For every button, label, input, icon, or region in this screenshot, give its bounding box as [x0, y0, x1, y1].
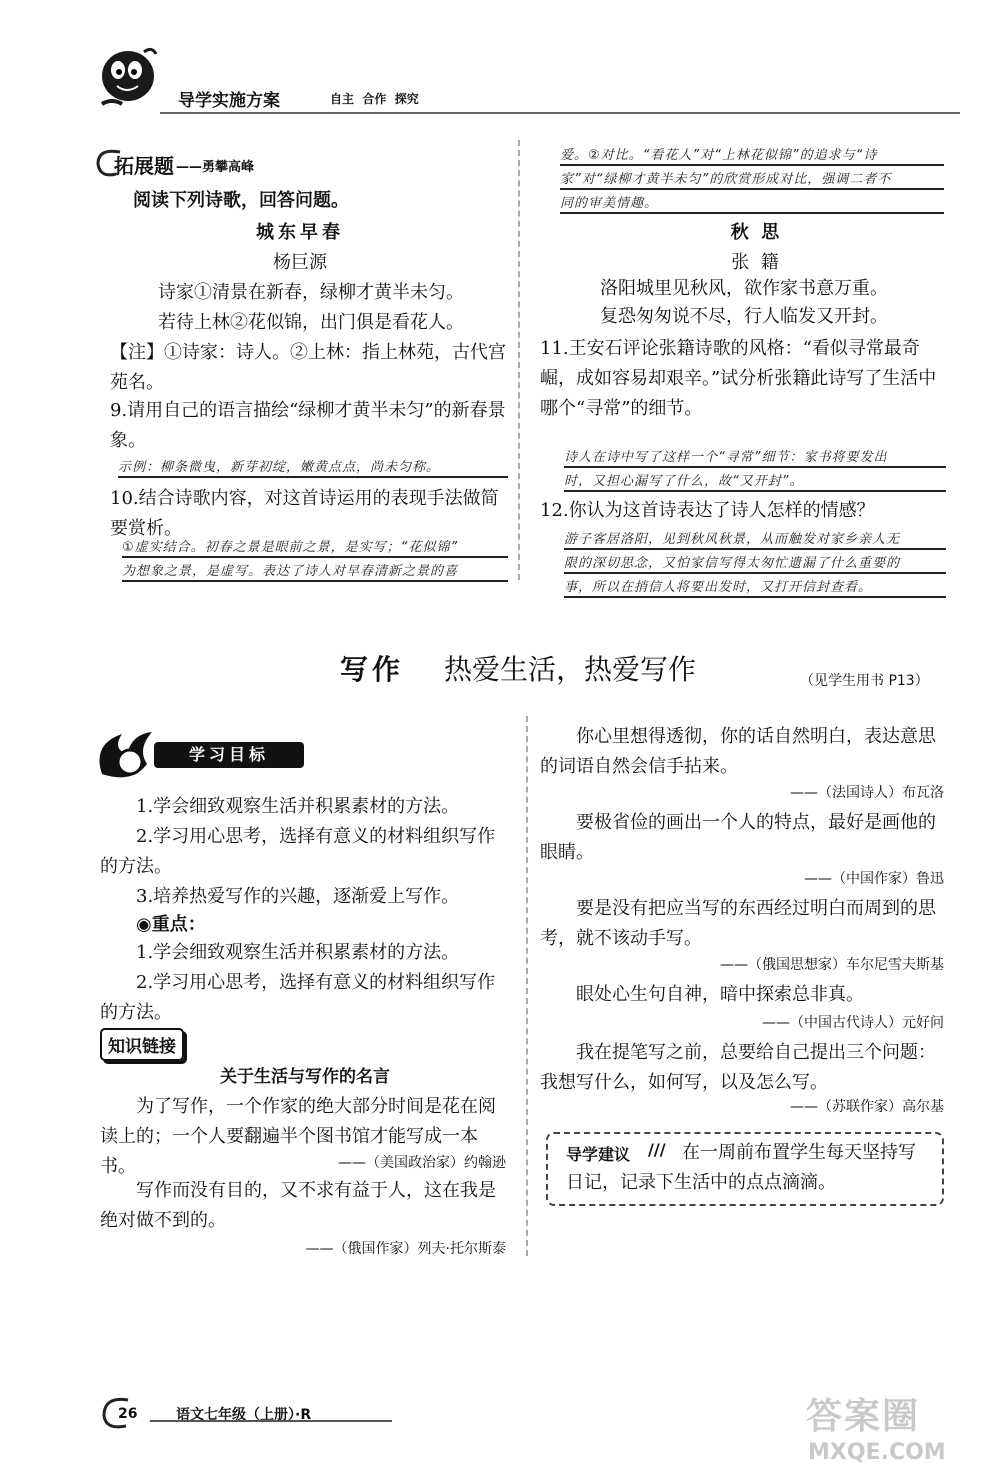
poem1-line1: 诗家①清景在新春，绿柳才黄半未匀。	[158, 282, 464, 303]
header-tagline: 自主 合作 探究	[330, 92, 419, 106]
q10-answer-line5: 同的审美情趣。	[560, 192, 944, 214]
advice-label: 导学建议	[566, 1145, 631, 1164]
advice-text: 在一周前布置学生每天坚持写日记，记录下生活中的点点滴滴。	[566, 1142, 916, 1193]
key-1: 1.学会细致观察生活并积累素材的方法。	[136, 942, 460, 963]
quote-1-source: ——（美国政治家）约翰逊	[338, 1155, 506, 1171]
q10-answer-line3: 爱。②对比。“看花人”对“上林花似锦”的追求与“诗	[560, 144, 944, 166]
footer-rule	[150, 1420, 392, 1422]
extension-heading	[92, 146, 332, 180]
header-rule	[160, 112, 960, 114]
extension-heading-sub: ——勇攀高峰	[176, 160, 255, 175]
poem1-author: 杨巨源	[273, 252, 327, 273]
poem2-title: 秋 思	[730, 222, 780, 243]
column-divider	[518, 140, 520, 580]
writing-ref: （见学生用书 P13）	[800, 673, 929, 689]
watermark-main: 答案圈	[806, 1396, 921, 1437]
q11-text: 11.王安石评论张籍诗歌的风格：“看似寻常最奇崛，成如容易却艰辛。”试分析张籍此诗写了生活中哪个“寻常”的细节。	[540, 338, 937, 419]
writing-title: 热爱生活，热爱写作	[444, 653, 697, 686]
q9-text: 9.请用自己的语言描绘“绿柳才黄半未匀”的新春景象。	[110, 400, 506, 451]
goals-banner-label: 学习目标	[154, 742, 304, 768]
footer-book: 语文七年级（上册）·R	[176, 1407, 312, 1423]
link-label: 知识链接	[100, 1028, 184, 1061]
lower-column-divider	[526, 716, 528, 1256]
q12-text: 12.你认为这首诗表达了诗人怎样的情感？	[540, 500, 875, 521]
q9-answer: 示例：柳条微曳，新芽初绽，嫩黄点点，尚未匀称。	[118, 456, 508, 478]
poem2-author: 张 籍	[731, 252, 779, 273]
quote-5-text: 要是没有把应当写的东西经过明白而周到的思考，就不该动手写。	[540, 898, 936, 949]
poem1-title: 城东早春	[256, 222, 344, 243]
q12-answer-line1: 游子客居洛阳，见到秋风秋景，从而触发对家乡亲人无	[564, 528, 946, 550]
q12-answer-line2: 限的深切思念，又怕家信写得太匆忙遗漏了什么重要的	[564, 552, 946, 574]
quote-7-source: ——（苏联作家）高尔基	[790, 1099, 944, 1115]
q10-answer-line1: ①虚实结合。初春之景是眼前之景，是实写；“花似锦”	[122, 536, 508, 558]
key-label: ◉重点：	[136, 914, 206, 935]
goal-3: 3.培养热爱写作的兴趣，逐渐爱上写作。	[136, 886, 460, 907]
header-mascot	[92, 42, 162, 112]
quote-2-source: ——（俄国作家）列夫·托尔斯泰	[305, 1241, 506, 1257]
quote-3-text: 你心里想得透彻，你的话自然明白，表达意思的词语自然会信手拈来。	[540, 726, 936, 777]
advice-slashes: ///	[648, 1140, 666, 1159]
quote-6-source: ——（中国古代诗人）元好问	[762, 1015, 944, 1031]
quote-7-text: 我在提笔写之前，总要给自己提出三个问题：我想写什么，如何写，以及怎么写。	[540, 1042, 936, 1093]
poem2-line1: 洛阳城里见秋风，欲作家书意万重。	[600, 278, 888, 299]
key-2: 2.学习用心思考，选择有意义的材料组织写作的方法。	[100, 972, 496, 1023]
poem1-note: 【注】①诗家：诗人。②上林：指上林苑，古代宫苑名。	[110, 342, 506, 393]
q10-answer-line4: 家”对“绿柳才黄半未匀”的欣赏形成对比，强调二者不	[560, 168, 944, 190]
q11-answer-line1: 诗人在诗中写了这样一个“寻常”细节：家书将要发出	[564, 446, 946, 468]
q10-answer-line2: 为想象之景，是虚写。表达了诗人对早春清新之景的喜	[122, 560, 508, 582]
quote-4-source: ——（中国作家）鲁迅	[804, 871, 944, 887]
quote-5-source: ——（俄国思想家）车尔尼雪夫斯基	[720, 957, 944, 973]
extension-heading-label: 拓展题	[114, 154, 174, 178]
quote-6-text: 眼处心生句自神，暗中探索总非真。	[576, 984, 864, 1005]
quote-4-text: 要极省俭的画出一个人的特点，最好是画他的眼睛。	[540, 812, 936, 863]
q11-answer-line2: 时，又担心漏写了什么，故“又开封”。	[564, 470, 946, 492]
goal-2: 2.学习用心思考，选择有意义的材料组织写作的方法。	[100, 826, 496, 877]
poem1-line2: 若待上林②花似锦，出门俱是看花人。	[158, 312, 464, 333]
watermark-url: MXQE.COM	[808, 1440, 946, 1465]
header-title: 导学实施方案	[178, 91, 280, 111]
quote-1-text: 为了写作，一个作家的绝大部分时间是花在阅读上的；一个人要翻遍半个图书馆才能写成一本书。	[100, 1096, 496, 1177]
poem2-line2: 复恐匆匆说不尽，行人临发又开封。	[600, 306, 888, 327]
quote-3-source: ——（法国诗人）布瓦洛	[790, 785, 944, 801]
page-number: 26	[118, 1406, 138, 1422]
quote-2-text: 写作而没有目的，又不求有益于人，这在我是绝对做不到的。	[100, 1180, 496, 1231]
q10-text: 10.结合诗歌内容，对这首诗运用的表现手法做简要赏析。	[110, 488, 499, 539]
quotes-title: 关于生活与写作的名言	[220, 1067, 390, 1087]
goals-banner	[92, 724, 322, 784]
writing-label: 写作	[340, 653, 405, 686]
goal-1: 1.学会细致观察生活并积累素材的方法。	[136, 796, 460, 817]
q12-answer-line3: 事，所以在捎信人将要出发时，又打开信封查看。	[564, 576, 946, 598]
extension-instruction: 阅读下列诗歌，回答问题。	[133, 190, 349, 211]
